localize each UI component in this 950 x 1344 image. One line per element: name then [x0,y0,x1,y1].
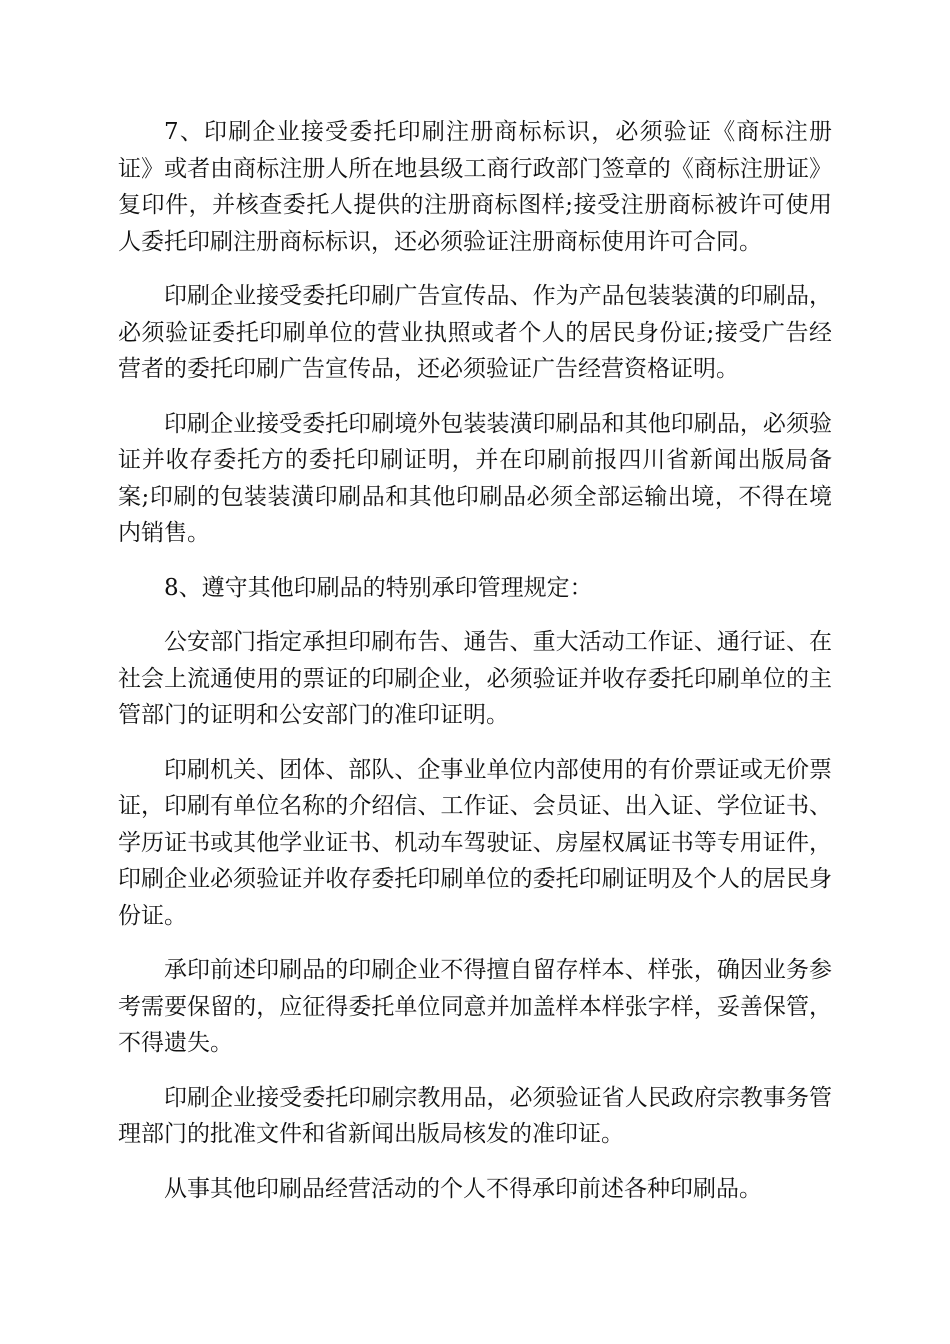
paragraph: 7、印刷企业接受委托印刷注册商标标识，必须验证《商标注册证》或者由商标注册人所在地县级工商行政部门签章的《商标注册证》复印件，并核查委托人提供的注册商标图样;接受注册商标被许可使用人委托印刷注册商标标识，还必须验证注册商标使用许可合同。 [118,119,832,255]
paragraph: 从事其他印刷品经营活动的个人不得承印前述各种印刷品。 [164,1175,762,1202]
paragraph: 印刷企业接受委托印刷广告宣传品、作为产品包装装潢的印刷品，必须验证委托印刷单位的营业执照或者个人的居民身份证;接受广告经营者的委托印刷广告宣传品，还必须验证广告经营资格证明。 [118,283,832,382]
paragraph: 承印前述印刷品的印刷企业不得擅自留存样本、样张，确因业务参考需要保留的，应征得委托单位同意并加盖样本样张字样，妥善保管，不得遗失。 [118,957,832,1056]
paragraph: 8、遵守其他印刷品的特别承印管理规定： [164,574,593,601]
paragraph: 印刷机关、团体、部队、企事业单位内部使用的有价票证或无价票证，印刷有单位名称的介绍信、工作证、会员证、出入证、学位证书、学历证书或其他学业证书、机动车驾驶证、房屋权属证书等专用证件，印刷企业必须验证并收存委托印刷单位的委托印刷证明及个人的居民身份证。 [118,756,832,929]
paragraph: 印刷企业接受委托印刷境外包装装潢印刷品和其他印刷品，必须验证并收存委托方的委托印刷证明，并在印刷前报四川省新闻出版局备案;印刷的包装装潢印刷品和其他印刷品必须全部运输出境，不得在境内销售。 [118,410,832,546]
paragraph: 公安部门指定承担印刷布告、通告、重大活动工作证、通行证、在社会上流通使用的票证的印刷企业，必须验证并收存委托印刷单位的主管部门的证明和公安部门的准印证明。 [118,629,832,728]
paragraph: 印刷企业接受委托印刷宗教用品，必须验证省人民政府宗教事务管理部门的批准文件和省新闻出版局核发的准印证。 [118,1084,832,1147]
document-body [118,114,832,1225]
